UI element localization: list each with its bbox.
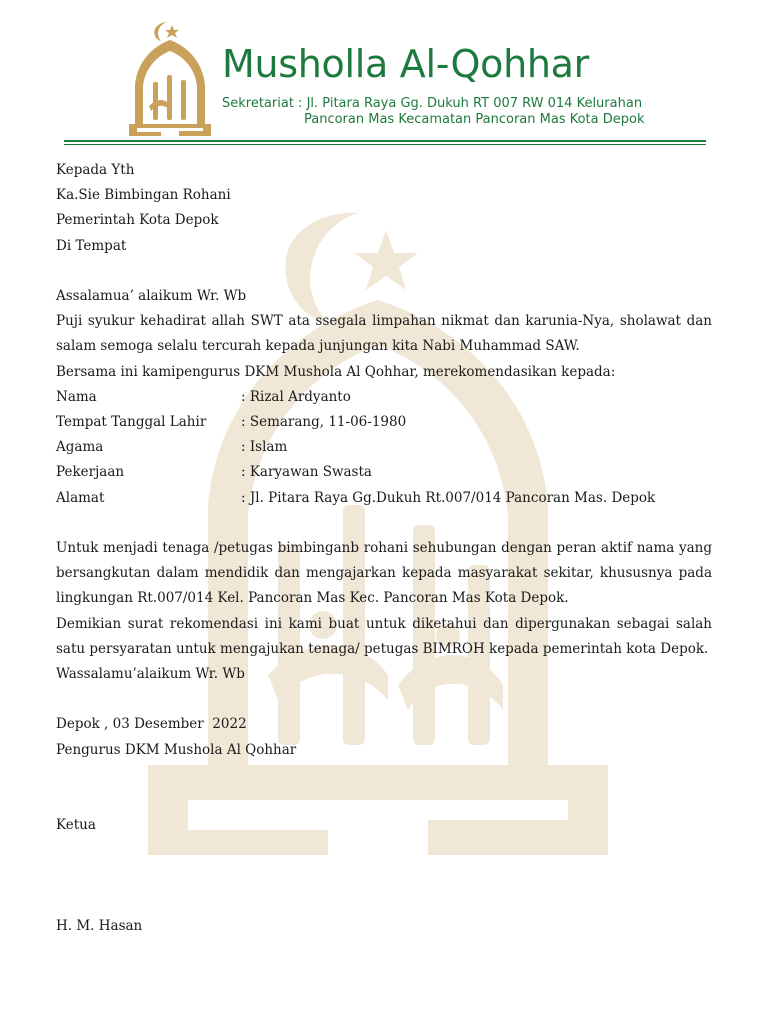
letter-body <box>56 158 712 939</box>
org-address <box>222 96 645 128</box>
greeting: Assalamua’ alaikum Wr. Wb <box>56 288 247 304</box>
org-name: Musholla Al-Qohhar <box>222 42 589 86</box>
field-row <box>56 460 712 485</box>
field-label: Nama <box>56 388 97 405</box>
signature-org: Pengurus DKM Mushola Al Qohhar <box>56 741 297 758</box>
field-value: : Karyawan Swasta <box>241 464 372 481</box>
recipient-line-2: Ka.Sie Bimbingan Rohani <box>56 187 231 204</box>
field-label: Agama <box>56 439 104 456</box>
address-line-2: Pancoran Mas Kecamatan Pancoran Mas Kota Depok <box>304 112 645 127</box>
field-value: : Semarang, 11-06-1980 <box>241 414 407 431</box>
paragraph-4: Demikian surat rekomendasi ini kami buat untuk diketahui dan dipergunakan sebagai salah satu persyaratan untuk mengajukan tenaga/ petugas BIMROH kepada pemerintah kota Depok. <box>56 615 712 657</box>
field-value: : Rizal Ardyanto <box>241 388 351 405</box>
closing: Wassalamu’alaikum Wr. Wb <box>56 666 245 683</box>
header-rule-thick <box>64 140 706 142</box>
address-line-1: Sekretariat : Jl. Pitara Raya Gg. Dukuh RT 007 RW 014 Kelurahan <box>222 96 643 111</box>
recipient-line-1: Kepada Yth <box>56 162 135 178</box>
paragraph-3: Untuk menjadi tenaga /petugas bimbinganb rohani sehubungan dengan peran aktif nama yang bersangkutan dalam mendidik dan mengajarkan kepada masyarakat sekitar, khususnya pada lingkungan Rt.007/014 Kel. Pancoran Mas Kec. Pancoran Mas Kota Depok. <box>56 540 712 607</box>
field-row <box>56 435 712 460</box>
mosque-logo-icon <box>125 20 215 138</box>
recipient-line-4: Di Tempat <box>56 237 127 254</box>
field-row <box>56 486 712 511</box>
place-date: Depok , 03 Desember 2022 <box>56 716 247 733</box>
field-label: Tempat Tanggal Lahir <box>56 414 207 431</box>
field-value: : Islam <box>241 439 288 456</box>
header-rule-thin <box>64 144 706 145</box>
field-label: Alamat <box>56 489 105 506</box>
field-value: : Jl. Pitara Raya Gg.Dukuh Rt.007/014 Pancoran Mas. Depok <box>241 489 656 506</box>
paragraph-1: Puji syukur kehadirat allah SWT ata ssegala limpahan nikmat dan karunia-Nya, sholawat dan salam semoga selalu tercurah kepada junjungan kita Nabi Muhammad SAW. <box>56 313 712 355</box>
field-label: Pekerjaan <box>56 464 125 481</box>
field-row <box>56 385 712 410</box>
signature-name: H. M. Hasan <box>56 918 143 935</box>
signature-role: Ketua <box>56 817 96 834</box>
paragraph-2: Bersama ini kamipengurus DKM Mushola Al Qohhar, merekomendasikan kepada: <box>56 363 616 380</box>
recipient-line-3: Pemerintah Kota Depok <box>56 212 219 229</box>
field-row <box>56 410 712 435</box>
